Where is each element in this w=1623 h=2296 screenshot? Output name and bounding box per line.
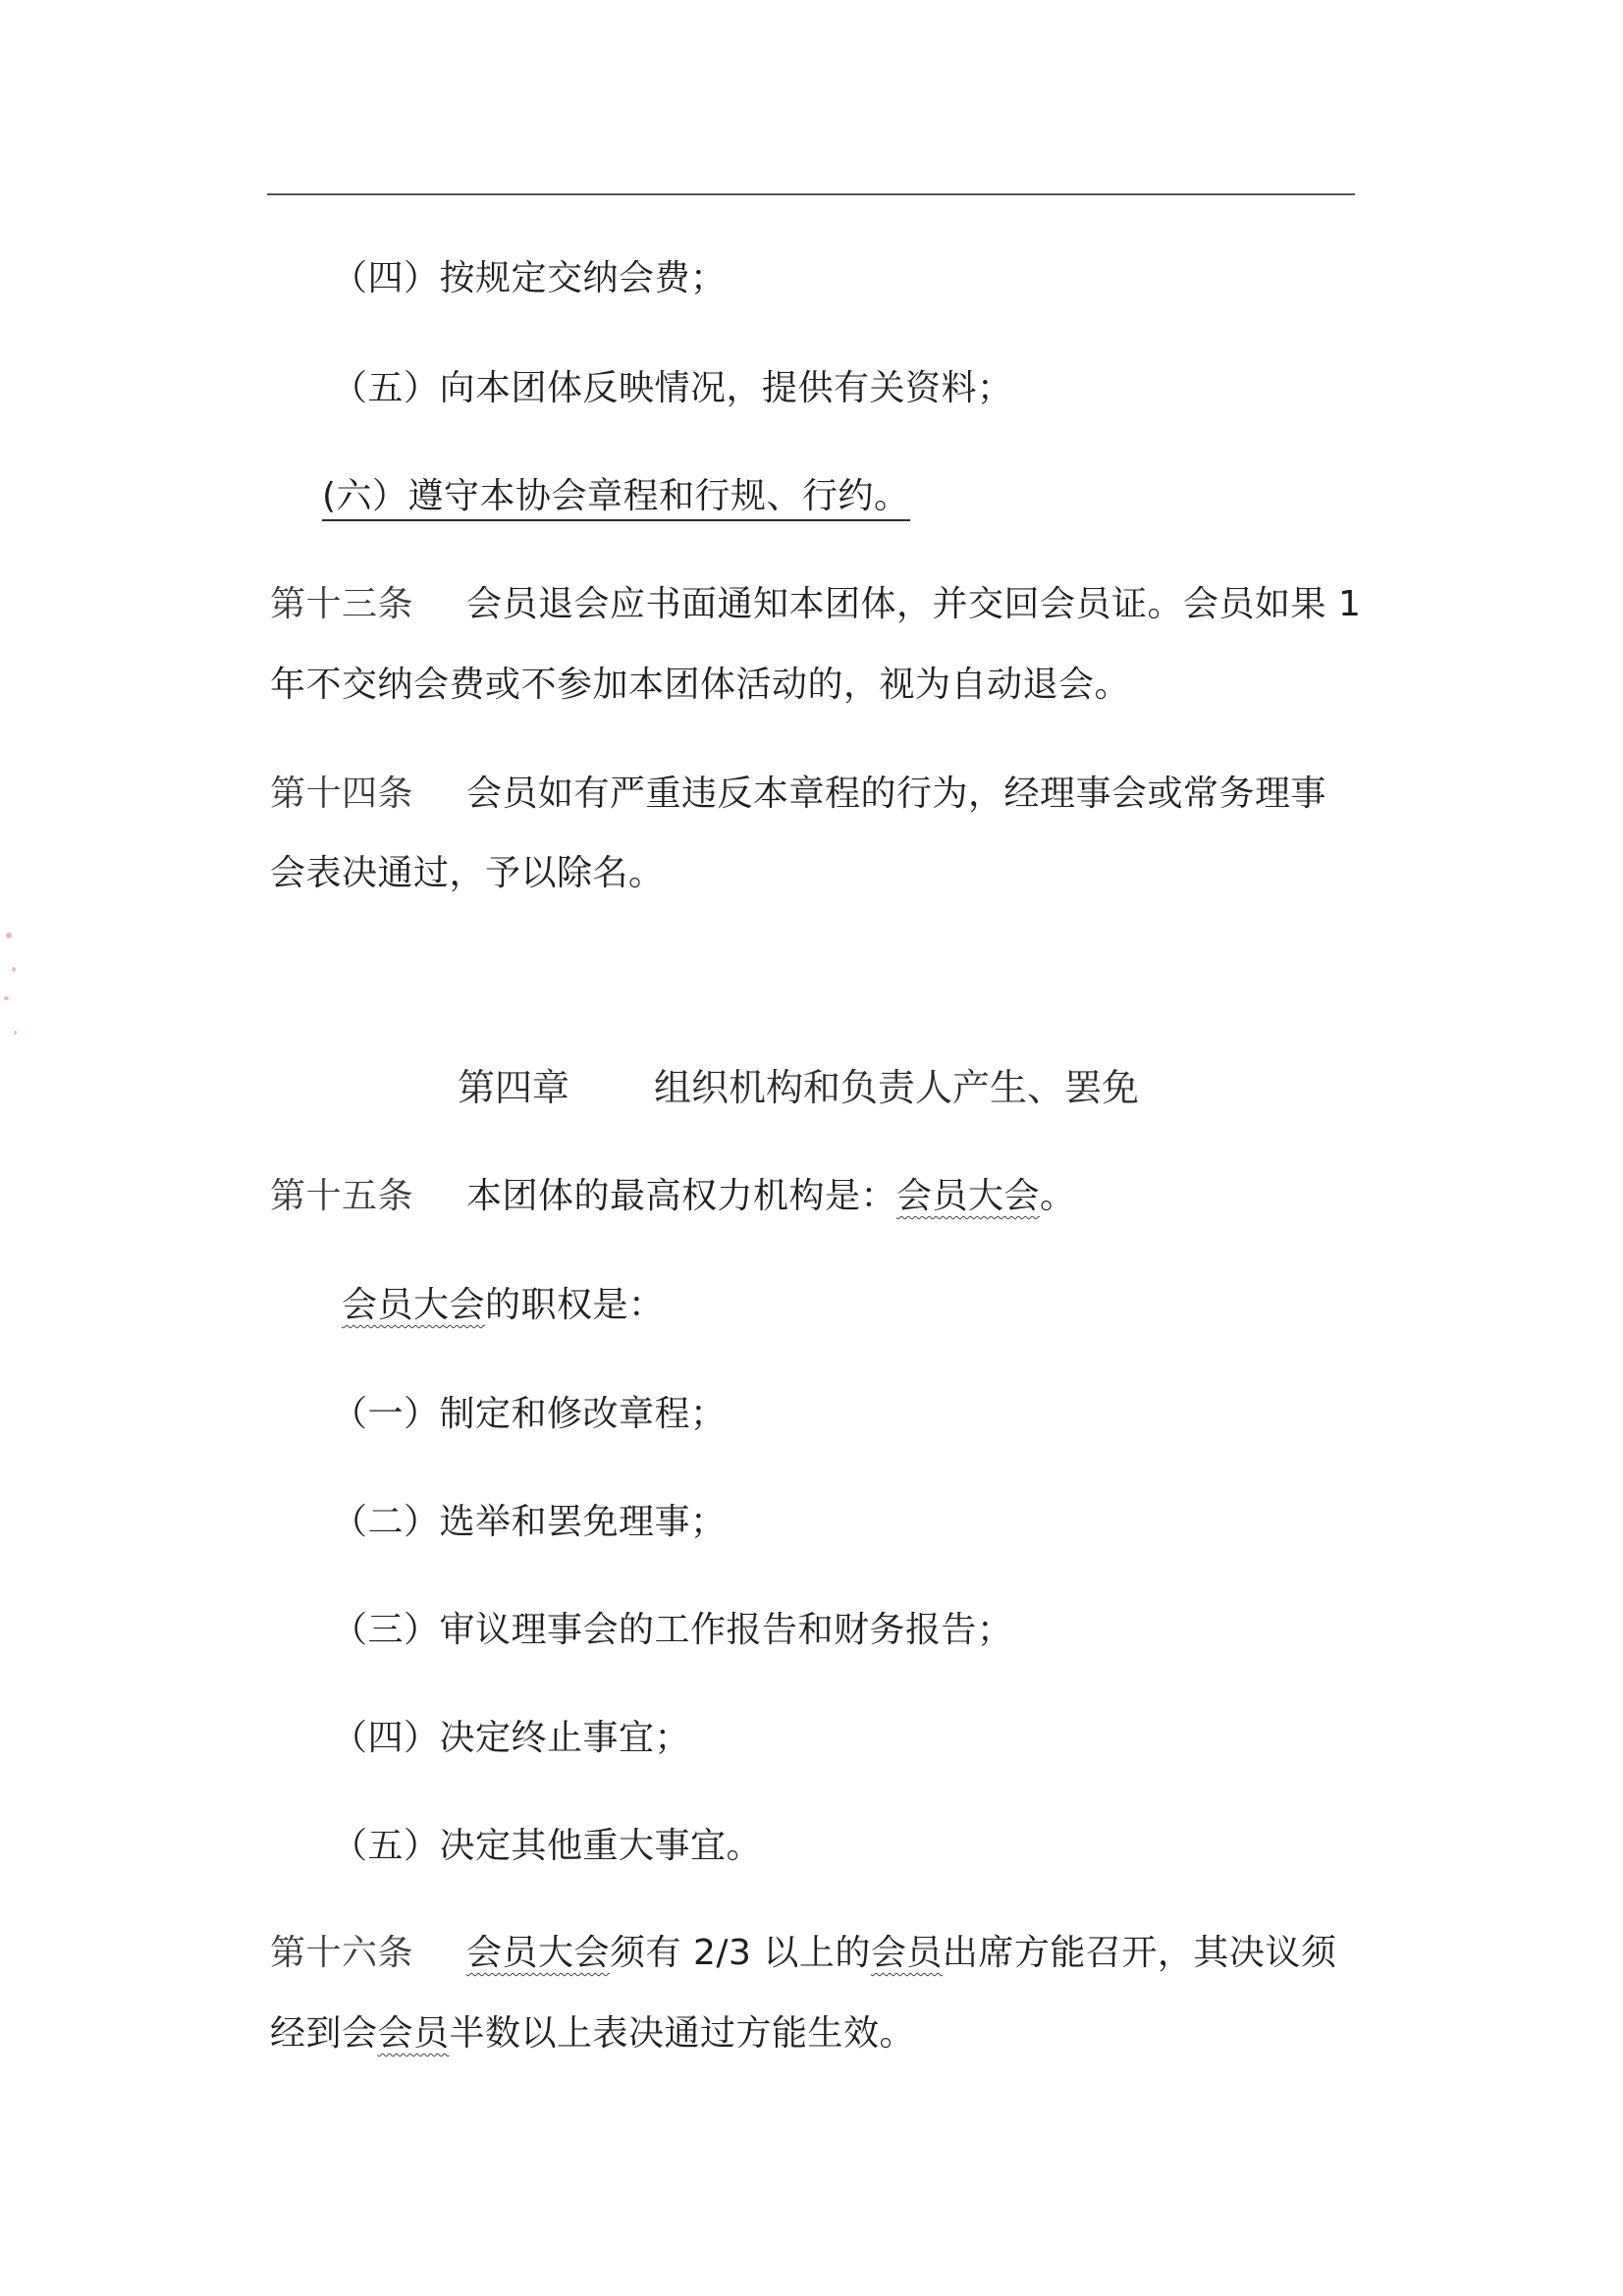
- article-16-term-1: 会员大会: [466, 1933, 611, 1973]
- article-16-line-1: [270, 1930, 1336, 1977]
- member-duty-6: [322, 473, 910, 520]
- chapter-heading: [458, 1063, 1139, 1112]
- scan-speck: [14, 1031, 17, 1035]
- article-14-line-2: 会表决通过，予以除名。: [270, 853, 665, 893]
- scan-speck: [6, 933, 12, 938]
- article-14-label: 第十四条: [270, 774, 414, 814]
- article-16-text-2b: 半数以上表决通过方能生效。: [449, 2013, 916, 2054]
- article-16-term-3: 会员: [377, 2013, 450, 2054]
- article-13-text-1: 会员退会应书面通知本团体，并交回会员证。会员如果 1: [466, 584, 1362, 624]
- assembly-power-5: （五）决定其他重大事宜。: [332, 1826, 763, 1866]
- assembly-power-1: （一）制定和修改章程；: [332, 1394, 727, 1434]
- powers-intro-text: 的职权是：: [485, 1285, 665, 1325]
- article-13-line-1: [270, 581, 1361, 628]
- assembly-power-3: （三）审议理事会的工作报告和财务报告；: [332, 1610, 1013, 1650]
- article-15-term: 会员大会: [896, 1176, 1041, 1216]
- member-duty-4: （四）按规定交纳会费；: [332, 258, 727, 298]
- article-15-end: 。: [1040, 1176, 1076, 1216]
- article-14-text-1: 会员如有严重违反本章程的行为，经理事会或常务理事: [466, 774, 1327, 814]
- scan-speck: [4, 996, 9, 1000]
- article-16-term-2: 会员: [870, 1933, 943, 1973]
- article-14-line-1: [270, 771, 1326, 818]
- assembly-power-4: （四）决定终止事宜；: [332, 1718, 691, 1758]
- chapter-number: 第四章: [458, 1066, 570, 1109]
- article-16-text-2a: 经到会: [270, 2013, 378, 2054]
- member-duty-6-text: (六）遵守本协会章程和行规、行约。: [322, 476, 910, 521]
- article-15: [270, 1173, 1076, 1220]
- article-13-label: 第十三条: [270, 584, 414, 624]
- article-15-text: 本团体的最高权力机构是：: [466, 1176, 897, 1216]
- powers-intro: [342, 1282, 665, 1329]
- article-15-label: 第十五条: [270, 1176, 414, 1216]
- article-16-text-1b: 出席方能召开，其决议须: [942, 1933, 1337, 1973]
- article-16-label: 第十六条: [270, 1933, 414, 1973]
- article-16-line-2: [270, 2010, 915, 2057]
- chapter-title: 组织机构和负责人产生、罢免: [654, 1066, 1140, 1109]
- header-rule: [267, 193, 1355, 195]
- member-duty-5: （五）向本团体反映情况，提供有关资料；: [332, 368, 1013, 408]
- powers-intro-term: 会员大会: [342, 1285, 486, 1325]
- assembly-power-2: （二）选举和罢免理事；: [332, 1502, 727, 1542]
- article-13-line-2: 年不交纳会费或不参加本团体活动的，视为自动退会。: [270, 665, 1131, 705]
- article-16-text-1a: 须有 2/3 以上的: [610, 1933, 871, 1973]
- scan-speck: [12, 967, 16, 972]
